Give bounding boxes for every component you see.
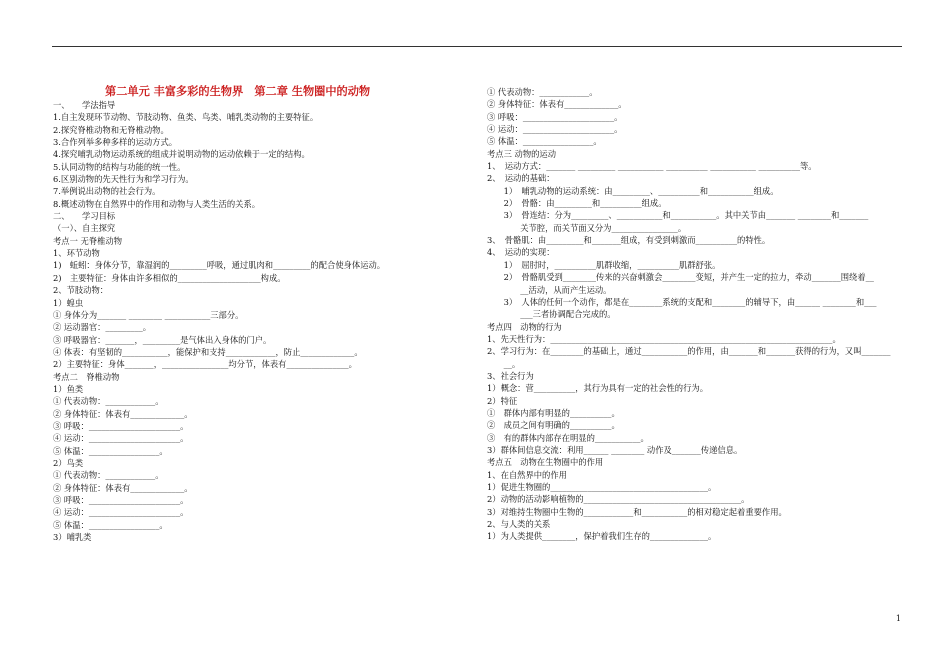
left-line: 1.自主发现环节动物、节肢动物、鱼类、鸟类、哺乳类动物的主要特征。 — [53, 112, 319, 123]
left-line: 4.探究哺乳动物运动系统的组成并说明动物的运动依赖于一定的结构。 — [53, 149, 310, 160]
right-line: 考点五 动物在生物圈中的作用 — [487, 457, 604, 468]
right-line: ① 群体内部有明显的__________。 — [487, 407, 620, 418]
right-line: 3） 人体的任何一个动作，都是在________系统的支配和________的辅导下，由______ ________和___ — [487, 296, 877, 307]
left-line: 3）哺乳类 — [53, 532, 92, 543]
left-line: ⑤ 体温：_________________。 — [53, 445, 168, 456]
right-line: ③ 呼吸：______________________。 — [487, 111, 623, 122]
left-line: ② 身体特征：体表有_____________。 — [53, 482, 193, 493]
left-line: ① 代表动物：____________。 — [53, 396, 164, 407]
right-line: 1）为人类提供________，保护着我们生存的______________。 — [487, 531, 717, 542]
right-line: 3）群体间信息交流：利用______ ________ 动作及_______传递信息。 — [487, 444, 743, 455]
right-line: 2、 运动的基础： — [487, 173, 555, 184]
left-line: ③ 呼吸器官：_______，_________是气体出入身体的门户。 — [53, 334, 272, 345]
left-line: 2.探究脊椎动物和无脊椎动物。 — [53, 124, 169, 135]
left-line: 2）主要特征：身体_______，________________均分节，体表有_______________。 — [53, 359, 357, 370]
left-line: ④ 体表：有坚韧的___________，能保护和支持____________，防止_____________。 — [53, 346, 363, 357]
left-line: 6.区别动物的先天性行为和学习行为。 — [53, 174, 194, 185]
right-line: 2、与人类的关系 — [487, 519, 551, 530]
left-line: 1、环节动物 — [53, 248, 100, 259]
right-line: 2）特征 — [487, 395, 518, 406]
left-column — [53, 84, 468, 543]
left-line: 2) 主要特征：身体由许多相似的____________________构成。 — [53, 272, 286, 283]
left-line: 二、 学习目标 — [53, 211, 116, 222]
right-line: ④ 运动：______________________。 — [487, 124, 623, 135]
left-line: 1) 蚯蚓：身体分节，靠湿润的_________呼吸，通过肌肉和_________的配合使身体运动。 — [53, 260, 386, 271]
right-line: 2、学习行为：在________的基础上，通过___________的作用，由_______和_______获得的行为，又叫_______ — [487, 346, 891, 357]
right-line: 1）概念：营__________，其行为具有一定的社会性的行为。 — [487, 383, 708, 394]
left-line: 8.概述动物在自然界中的作用和动物与人类生活的关系。 — [53, 198, 261, 209]
header-rule — [52, 46, 902, 47]
right-line: ② 成员之间有明确的__________。 — [487, 420, 620, 431]
right-line: 关节腔，而关节面又分为________________。 — [487, 222, 687, 233]
left-line: ① 身体分为_______ ________ ___________三部分。 — [53, 309, 244, 320]
right-line: ___三者协调配合完成的。 — [487, 309, 616, 320]
left-line: ② 运动器官：_________。 — [53, 322, 152, 333]
right-line: 4、 运动的实现： — [487, 247, 555, 258]
left-line: 考点一 无脊椎动物 — [53, 235, 123, 246]
right-line: 1、在自然界中的作用 — [487, 469, 567, 480]
left-line: ⑤ 体温：_________________。 — [53, 519, 168, 530]
right-line: ② 身体特征：体表有_____________。 — [487, 99, 627, 110]
left-line: 一、 学法指导 — [53, 100, 116, 110]
left-line: ② 身体特征：体表有_____________。 — [53, 408, 193, 419]
left-line: ④ 运动：______________________。 — [53, 433, 189, 444]
right-line: 1） 屈肘时，__________肌群收缩，__________肌群舒张。 — [487, 259, 721, 270]
right-line: ③ 有的群体内部存在明显的___________。 — [487, 432, 649, 443]
right-line: 考点四 动物的行为 — [487, 321, 562, 332]
right-line: 2）动物的活动影响植物的______________________________________。 — [487, 494, 750, 505]
right-line: 考点三 动物的运动 — [487, 148, 557, 159]
left-line: ③ 呼吸：______________________。 — [53, 495, 189, 505]
right-line: 1、 运动方式：_______ _________ ___________ __________ ___________ __________等。 — [487, 161, 817, 172]
left-line: （一）、自主探究 — [53, 223, 116, 234]
right-line: 1） 哺乳动物的运动系统：由_________、__________和___________组成。 — [487, 185, 779, 196]
left-line: 7.举例说出动物的社会行为。 — [53, 186, 161, 197]
right-line: 2） 骨骼：由_________和__________组成。 — [487, 198, 667, 209]
right-column — [487, 86, 907, 543]
left-line: 1）鱼类 — [53, 383, 84, 394]
right-line: __。 — [487, 358, 521, 369]
left-line: ① 代表动物：____________。 — [53, 470, 164, 481]
right-line: 3） 骨连结：分为_________、___________和___________。其中关节由_______ ________和_______ — [487, 210, 869, 221]
right-line: 3、 骨骼肌：由_________和_______组成，有受到刺激而__________的特性。 — [487, 235, 771, 246]
right-column-lines — [487, 86, 907, 543]
left-line: ④ 运动：______________________。 — [53, 507, 189, 518]
right-line: 3）对维持生物圈中生物的____________和___________的相对稳定起着重要作用。 — [487, 506, 787, 517]
right-line: 3、社会行为 — [487, 370, 534, 381]
page-number: 1 — [895, 614, 901, 623]
left-line: 2）鸟类 — [53, 457, 84, 468]
document-title: 第二单元 丰富多彩的生物界 第二章 生物圈中的动物 — [105, 84, 371, 98]
right-line: 1）促进生物圈的______________________________________。 — [487, 482, 717, 492]
right-line: 2） 骨骼肌受到________传来的兴奋刺激会________变短，并产生一定的拉力，牵动_______围绕着__ — [487, 272, 874, 283]
right-line: __活动，从而产生运动。 — [487, 284, 612, 295]
left-line: ③ 呼吸：______________________。 — [53, 420, 189, 431]
right-line: ⑤ 体温：_________________。 — [487, 136, 602, 147]
left-line: 3.合作列举多种多样的运动方式。 — [53, 137, 178, 148]
left-line: 5.认同动物的结构与功能的统一性。 — [53, 161, 186, 172]
right-line: 1、先天性行为：____________________________________________________________________。 — [487, 333, 841, 344]
right-line: ① 代表动物：____________。 — [487, 87, 598, 97]
left-line: 1）蝗虫 — [53, 297, 84, 308]
left-line: 考点二 脊椎动物 — [53, 371, 120, 382]
left-line: 2、节肢动物： — [53, 285, 109, 296]
left-column-lines — [53, 99, 468, 543]
